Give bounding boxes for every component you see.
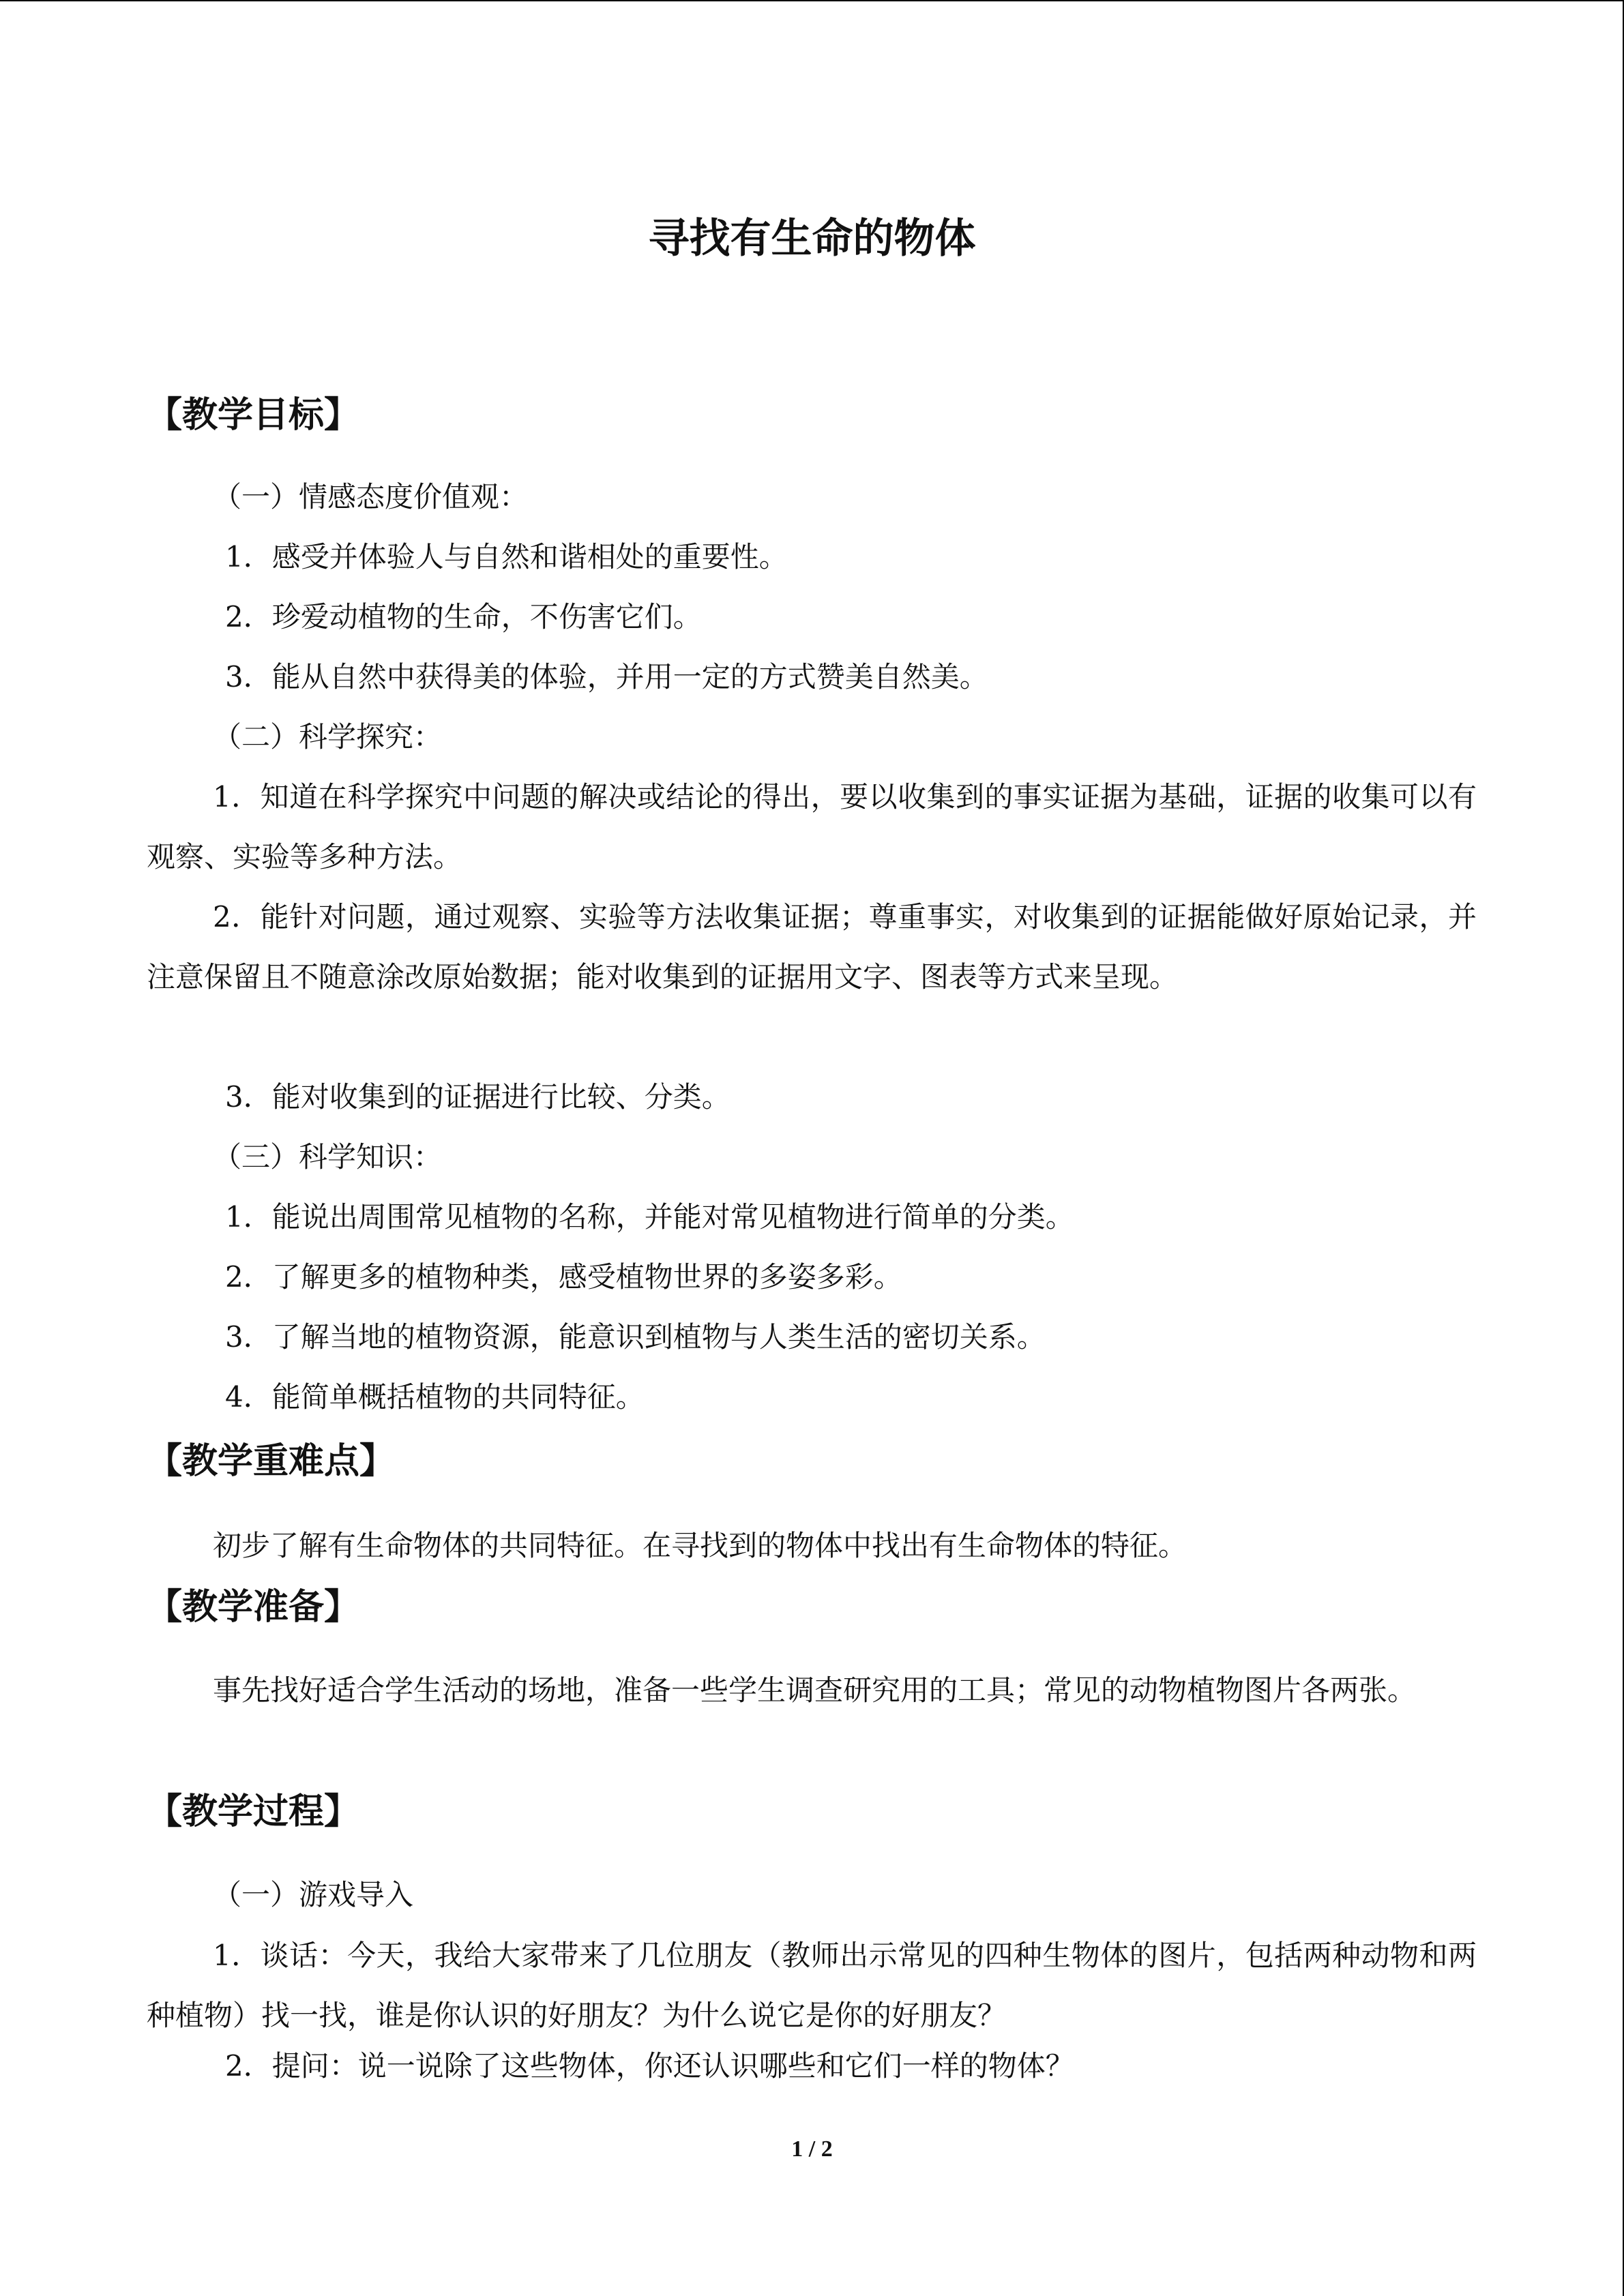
list-item: 4．能简单概括植物的共同特征。 bbox=[225, 1380, 645, 1414]
subheading-attitude: （一）情感态度价值观： bbox=[213, 480, 529, 513]
list-item: 2．珍爱动植物的生命，不伤害它们。 bbox=[225, 600, 702, 633]
section-heading-process: 【教学过程】 bbox=[147, 1791, 360, 1832]
list-item: 2．了解更多的植物种类，感受植物世界的多姿多彩。 bbox=[225, 1260, 902, 1294]
subheading-game-intro: （一）游戏导入 bbox=[213, 1878, 414, 1911]
subheading-inquiry: （二）科学探究： bbox=[213, 720, 443, 754]
section-heading-preparation: 【教学准备】 bbox=[147, 1587, 360, 1628]
list-item: 3．能对收集到的证据进行比较、分类。 bbox=[225, 1080, 730, 1114]
list-item: 1．感受并体验人与自然和谐相处的重要性。 bbox=[225, 540, 788, 573]
list-item: 1．能说出周围常见植物的名称，并能对常见植物进行简单的分类。 bbox=[225, 1200, 1074, 1234]
section-heading-objectives: 【教学目标】 bbox=[147, 395, 360, 436]
key-points-text: 初步了解有生命物体的共同特征。在寻找到的物体中找出有生命物体的特征。 bbox=[213, 1529, 1187, 1562]
list-item: 1．谈话：今天，我给大家带来了几位朋友（教师出示常见的四种生物体的图片，包括两种动物和两种植物）找一找，谁是你认识的好朋友？为什么说它是你的好朋友？ bbox=[147, 1939, 1477, 2032]
list-item: 1．知道在科学探究中问题的解决或结论的得出，要以收集到的事实证据为基础，证据的收集可以有观察、实验等多种方法。 bbox=[147, 780, 1477, 874]
subheading-knowledge: （三）科学知识： bbox=[213, 1140, 443, 1174]
list-item: 3．了解当地的植物资源，能意识到植物与人类生活的密切关系。 bbox=[225, 1320, 1046, 1354]
section-heading-key-points: 【教学重难点】 bbox=[147, 1441, 396, 1482]
list-item: 2．能针对问题，通过观察、实验等方法收集证据；尊重事实，对收集到的证据能做好原始记录，并注意保留且不随意涂改原始数据；能对收集到的证据用文字、图表等方式来呈现。 bbox=[147, 900, 1477, 994]
list-item: 2．提问：说一说除了这些物体，你还认识哪些和它们一样的物体？ bbox=[225, 2049, 1074, 2083]
preparation-text: 事先找好适合学生活动的场地，准备一些学生调查研究用的工具；常见的动物植物图片各两张。 bbox=[213, 1673, 1417, 1707]
document-title: 寻找有生命的物体 bbox=[648, 215, 976, 263]
page-number: 1 / 2 bbox=[791, 2136, 833, 2162]
list-item: 3．能从自然中获得美的体验，并用一定的方式赞美自然美。 bbox=[225, 660, 988, 694]
